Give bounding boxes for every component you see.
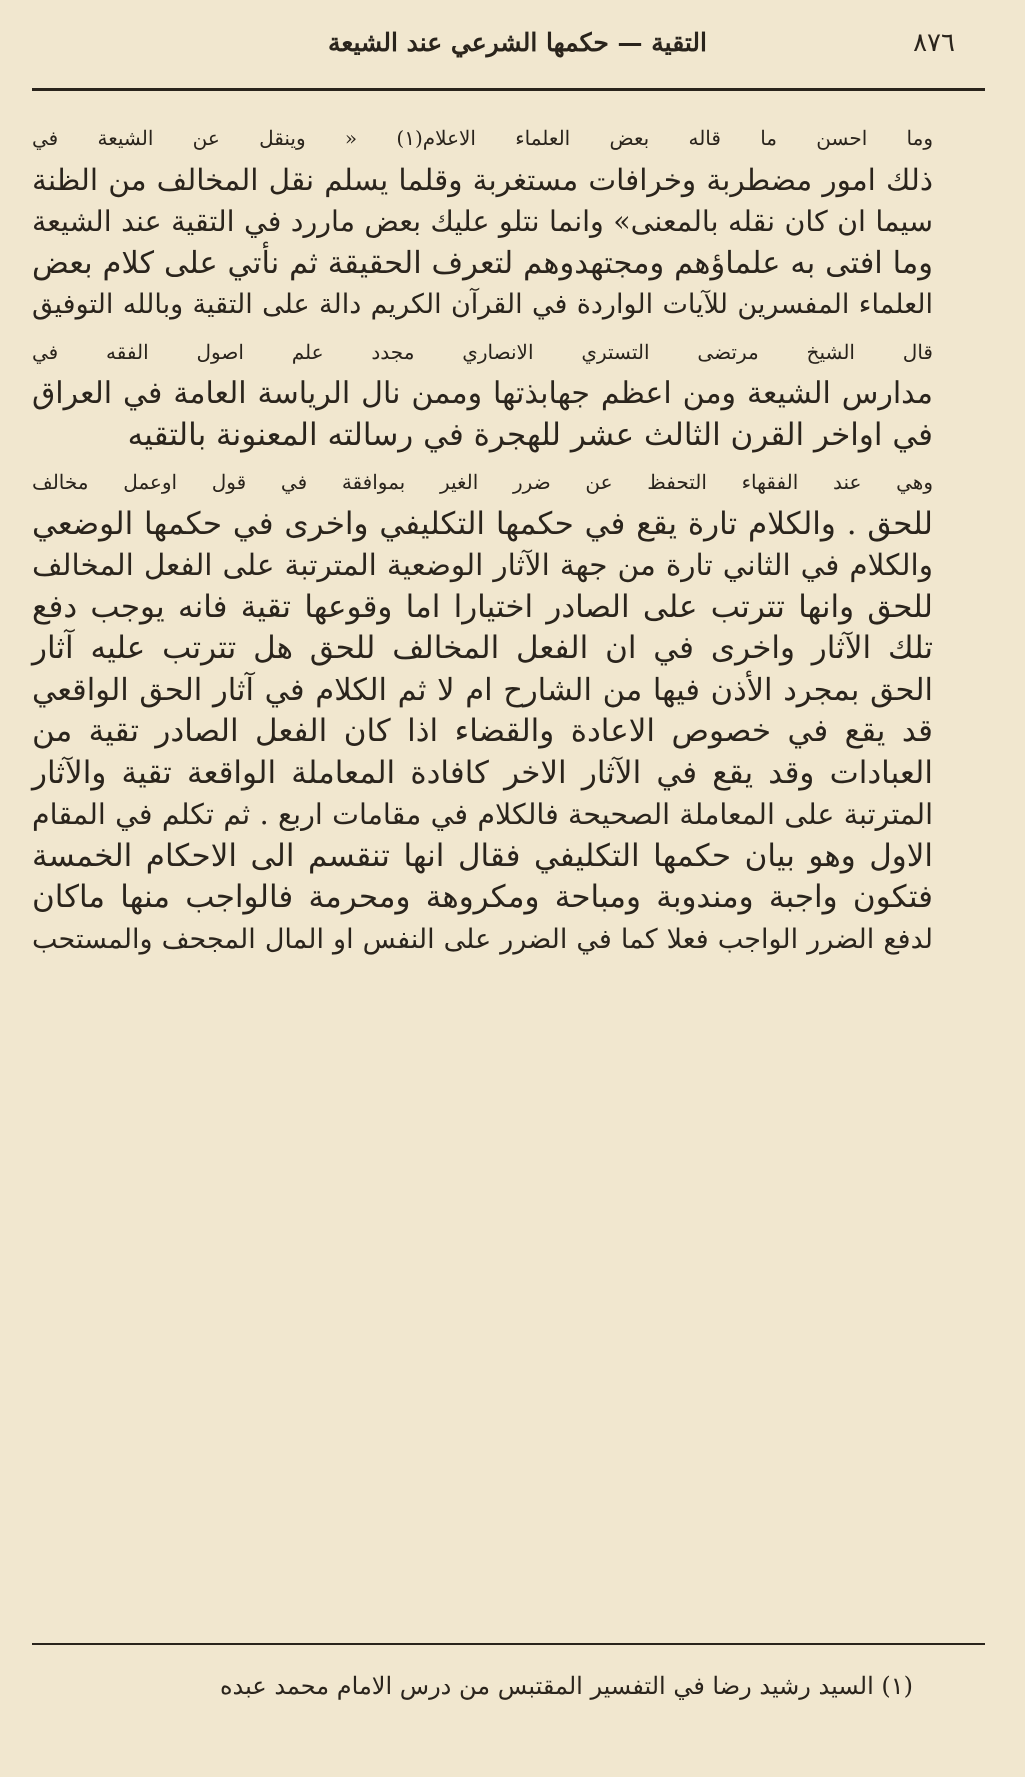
- text-line: الاول وهو بيان حكمها التكليفي فقال انها تنقسم الى الاحكام الخمسة: [32, 837, 933, 874]
- text-line: وهي عند الفقهاء التحفظ عن ضرر الغير بموافقة في قول اوعمل مخالف: [32, 470, 933, 494]
- page-number: ٨٧٦: [913, 28, 955, 58]
- text-line: العبادات وقد يقع في الآثار الاخر كافادة المعاملة الواقعة تقية والآثار: [32, 754, 933, 791]
- text-line: والكلام في الثاني تارة من جهة الآثار الوضعية المترتبة على الفعل المخالف: [32, 548, 933, 582]
- text-line: وما احسن ما قاله بعض العلماء الاعلام(١) « وينقل عن الشيعة في: [32, 126, 934, 150]
- text-line: مدارس الشيعة ومن اعظم جهابذتها وممن نال الرياسة العامة في العراق: [32, 376, 933, 411]
- text-line: تلك الآثار واخرى في ان الفعل المخالف للحق هل تترتب عليه آثار: [32, 630, 933, 666]
- page-header: [80, 28, 955, 68]
- paragraph-ansari: [32, 332, 987, 457]
- text-line: ذلك امور مضطربة وخرافات مستغربة وقلما يسلم نقل المخالف من الظنة: [32, 162, 933, 197]
- paragraph-intro: [32, 118, 987, 326]
- text-line: وما افتى به علماؤهم ومجتهدوهم لتعرف الحقيقة ثم نأتي على كلام بعض: [32, 245, 933, 281]
- text-line: فتكون واجبة ومندوبة ومباحة ومكروهة ومحرمة فالواجب منها ماكان: [32, 879, 933, 915]
- text-line: للحق . والكلام تارة يقع في حكمها التكليفي واخرى في حكمها الوضعي: [32, 505, 933, 542]
- text-line: قال الشيخ مرتضى التستري الانصاري مجدد علم اصول الفقه في: [32, 339, 933, 364]
- text-line: العلماء المفسرين للآيات الواردة في القرآن الكريم دالة على التقية وبالله التوفيق: [32, 289, 933, 320]
- text-line: سيما ان كان نقله بالمعنى» وانما نتلو عليك بعض ماررد في التقية عند الشيعة: [32, 205, 933, 238]
- paragraph-definition: [32, 462, 987, 960]
- text-line: الحق بمجرد الأذن فيها من الشارح ام لا ثم الكلام في آثار الحق الواقعي: [32, 672, 933, 708]
- footnote: (١) السيد رشيد رضا في التفسير المقتبس من درس الامام محمد عبده: [219, 1672, 913, 1700]
- running-title: التقية — حكمها الشرعي عند الشيعة: [328, 28, 707, 57]
- text-line: لدفع الضرر الواجب فعلا كما في الضرر على النفس او المال المجحف والمستحب: [32, 923, 933, 955]
- body-text: [32, 118, 987, 960]
- text-line: في اواخر القرن الثالث عشر للهجرة في رسالته المعنونة بالتقيه: [127, 416, 933, 453]
- text-line: المترتبة على المعاملة الصحيحة فالكلام في مقامات اربع . ثم تكلم في المقام: [32, 798, 933, 831]
- text-line: قد يقع في خصوص الاعادة والقضاء اذا كان الفعل الصادر تقية من: [32, 713, 933, 749]
- footnote-rule: [32, 1643, 985, 1645]
- header-rule: [32, 88, 985, 91]
- text-line: للحق وانها تترتب على الصادر اختيارا اما وقوعها تقية فانه يوجب دفع: [32, 588, 933, 625]
